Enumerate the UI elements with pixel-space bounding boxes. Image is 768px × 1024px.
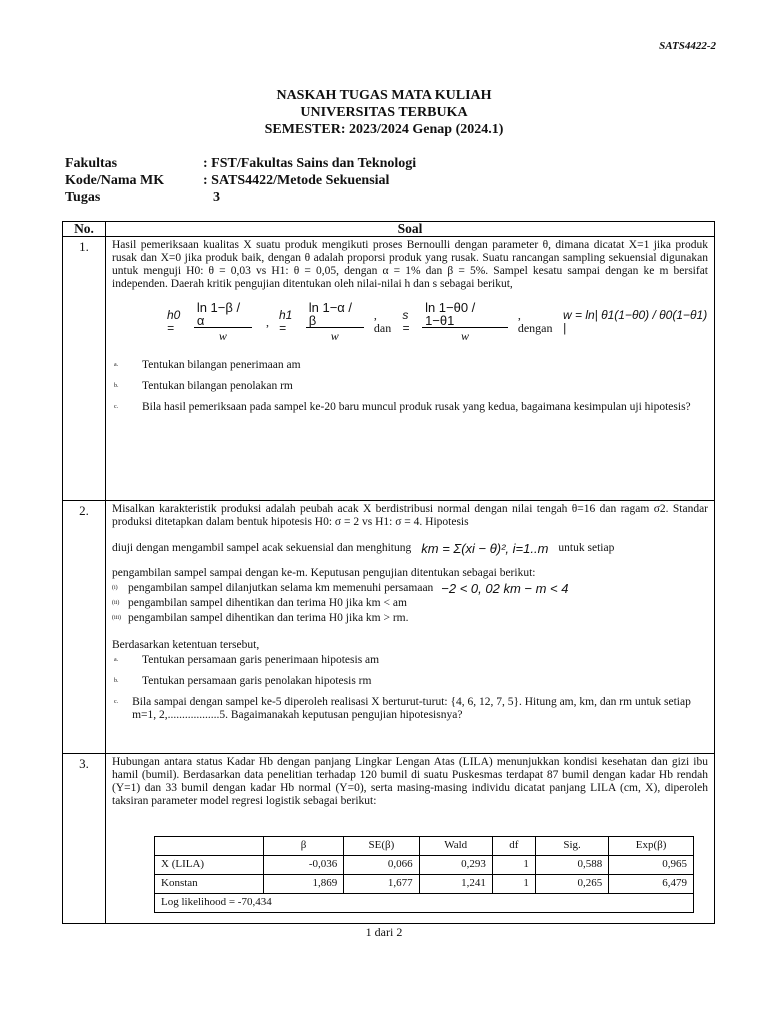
item-letter: a. bbox=[114, 657, 119, 663]
question-content bbox=[106, 754, 715, 924]
question-row-3 bbox=[63, 754, 715, 924]
rule-text: pengambilan sampel dilanjutkan selama km memenuhi persamaan bbox=[128, 582, 434, 594]
item-text: Tentukan bilangan penerimaan am bbox=[142, 359, 301, 371]
rule-text: pengambilan sampel dihentikan dan terima H0 jika km < am bbox=[128, 597, 407, 609]
item-letter: c. bbox=[114, 699, 119, 705]
table-cell: Konstan bbox=[155, 875, 264, 894]
log-likelihood: Log likelihood = -70,434 bbox=[155, 894, 694, 913]
regression-header: df bbox=[492, 837, 535, 856]
s-fraction bbox=[422, 301, 508, 343]
question-item bbox=[112, 380, 708, 393]
question-item bbox=[112, 696, 708, 722]
question-item bbox=[112, 401, 708, 414]
questions-table bbox=[62, 221, 715, 924]
table-cell: 1,241 bbox=[419, 875, 492, 894]
item-letter: a. bbox=[114, 362, 119, 368]
question-item bbox=[112, 654, 708, 667]
decision-rules bbox=[112, 582, 708, 625]
question-text: Hasil pemeriksaan kualitas X suatu produk mengikuti proses Bernoulli dengan parameter θ, dimana dicatat X=1 jika produk rusak dan X=0 jika produk baik, dengan θ adalah proporsi produk yang rusak. Suatu rancangan sampling sekuensial digunakan untuk menguji H0: θ = 0,03 vs H1: θ = 0,05, dengan α = 1% dan β = 5%. Sampel kesatu sampai dengan ke m bersifat independen. Daerah kritik pengujian ditentukan oleh nilai-nilai h dan s sebagai berikut, bbox=[112, 239, 708, 290]
meta-value: 3 bbox=[213, 190, 220, 205]
km-line bbox=[112, 529, 708, 567]
item-letter: c. bbox=[114, 404, 119, 410]
header-title: NASKAH TUGAS MATA KULIAH bbox=[276, 88, 492, 103]
table-row bbox=[155, 856, 694, 875]
item-text: Tentukan persamaan garis penerimaan hipotesis am bbox=[142, 654, 380, 666]
table-cell: 1 bbox=[492, 875, 535, 894]
question-number: 3. bbox=[63, 754, 106, 924]
course-meta bbox=[65, 155, 416, 206]
meta-row-task bbox=[65, 189, 416, 206]
table-cell: 0,066 bbox=[344, 856, 419, 875]
regression-header: Wald bbox=[419, 837, 492, 856]
question-item bbox=[112, 359, 708, 372]
decision-rule bbox=[112, 612, 708, 625]
table-footer-row bbox=[155, 894, 694, 913]
item-text: Bila hasil pemeriksaan pada sampel ke-20 baru muncul produk rusak yang kedua, bagaimana kesimpulan uji hipotesis? bbox=[142, 401, 691, 413]
regression-header: β bbox=[263, 837, 343, 856]
regression-header bbox=[155, 837, 264, 856]
km-formula: km = Σ(xi − θ)², i=1..m bbox=[421, 540, 549, 556]
question-row-1 bbox=[63, 237, 715, 501]
s-lhs: s = bbox=[402, 308, 410, 335]
table-cell: 6,479 bbox=[609, 875, 694, 894]
item-text: Tentukan bilangan penolakan rm bbox=[142, 380, 293, 392]
table-cell: -0,036 bbox=[263, 856, 343, 875]
meta-row-faculty bbox=[65, 155, 416, 172]
rule-letter: (iii) bbox=[112, 615, 121, 621]
critical-region-formulas: h0 = $\frac{\ln 1-\beta / \alpha}{w}$ , h1 = $\frac{\ln 1-\alpha / \beta}{w}$ , dan s = $\frac{\ln 1-\theta 0 / 1-\theta 1}{w}$ , dengan w = ln| θ1(1−θ0) / θ0(1−θ1) | bbox=[167, 300, 708, 343]
h0-denominator: w bbox=[218, 329, 227, 343]
header-no: No. bbox=[63, 222, 106, 237]
header-soal: Soal bbox=[106, 222, 715, 237]
table-cell: 0,588 bbox=[535, 856, 608, 875]
table-cell: 1,677 bbox=[344, 875, 419, 894]
question-number: 1. bbox=[63, 237, 106, 501]
table-cell: 1,869 bbox=[263, 875, 343, 894]
meta-value: : FST/Fakultas Sains dan Teknologi bbox=[203, 156, 417, 171]
question-row-2 bbox=[63, 501, 715, 754]
question-text: Misalkan karakteristik produksi adalah peubah acak X berdistribusi normal dengan nilai tengah θ=16 dan ragam σ2. Standar produksi ditetapkan dalam bentuk hipotesis H0: σ = 2 vs H1: σ = 4. Hipotesis bbox=[112, 503, 708, 528]
table-cell: 0,965 bbox=[609, 856, 694, 875]
item-text: Bila sampai dengan sampel ke-5 diperoleh realisasi X berturut-turut: {4, 6, 12, 7, 5}. Hitung am, km, dan rm untuk setiap m=1, 2,..................5. Bagaimanakah keputusan pengujian hipotesisnya? bbox=[132, 696, 691, 721]
question-item bbox=[112, 675, 708, 688]
table-cell: X (LILA) bbox=[155, 856, 264, 875]
question-content bbox=[106, 501, 715, 754]
meta-key: Tugas bbox=[65, 190, 101, 205]
h1-fraction bbox=[306, 301, 364, 343]
item-letter: b. bbox=[114, 383, 119, 389]
meta-value: : SATS4422/Metode Sekuensial bbox=[203, 173, 390, 188]
table-cell: 1 bbox=[492, 856, 535, 875]
regression-header: Exp(β) bbox=[609, 837, 694, 856]
item-text: Tentukan persamaan garis penolakan hipotesis rm bbox=[142, 675, 372, 687]
question-text: Hubungan antara status Kadar Hb dengan panjang Lingkar Lengan Atas (LILA) menunjukkan kondisi kesehatan dan gizi ibu hamil (bumil). Berdasarkan data penelitian terhadap 120 bumil di suatu Puskesmas terdapat 87 bumil dengan kadar Hb rendah (Y=1) dan 33 bumil dengan kadar Hb normal (Y=0), serta masing-masing individu dicatat panjang LILA (cm, X), diperoleh taksiran parameter model regresi logistik sebagai berikut: bbox=[112, 756, 708, 807]
regression-header-row bbox=[155, 837, 694, 856]
h0-fraction bbox=[194, 301, 252, 343]
regression-header: SE(β) bbox=[344, 837, 419, 856]
item-letter: b. bbox=[114, 678, 119, 684]
question-text: pengambilan sampel sampai dengan ke-m. Keputusan pengujian ditentukan sebagai berikut: bbox=[112, 567, 536, 579]
w-formula: w = ln| θ1(1−θ0) / θ0(1−θ1) | bbox=[562, 308, 708, 335]
h0-numerator: ln 1−β / α bbox=[194, 301, 252, 328]
decision-rule bbox=[112, 582, 708, 595]
header-semester: SEMESTER: 2023/2024 Genap (2024.1) bbox=[264, 122, 504, 137]
rule-text: pengambilan sampel dihentikan dan terima H0 jika km > rm. bbox=[128, 612, 409, 624]
rule-letter: (i) bbox=[112, 585, 118, 591]
h1-denominator: w bbox=[330, 329, 339, 343]
and-text: , dan bbox=[373, 308, 392, 335]
table-row bbox=[155, 875, 694, 894]
document-code: SATS4422-2 bbox=[659, 40, 716, 52]
meta-key: Kode/Nama MK bbox=[65, 173, 165, 188]
question-items bbox=[112, 654, 708, 722]
rule-formula: −2 < 0, 02 km − m < 4 bbox=[441, 581, 569, 596]
header-university: UNIVERSITAS TERBUKA bbox=[300, 105, 468, 120]
rule-letter: (ii) bbox=[112, 600, 120, 606]
regression-header: Sig. bbox=[535, 837, 608, 856]
meta-row-course bbox=[65, 172, 416, 189]
s-denominator: w bbox=[460, 329, 469, 343]
km-intro: diuji dengan mengambil sampel acak sekuensial dan menghitung bbox=[112, 541, 412, 554]
meta-key: Fakultas bbox=[65, 156, 118, 171]
page-number: 1 dari 2 bbox=[365, 925, 403, 939]
with-text: , dengan bbox=[517, 308, 553, 335]
h1-numerator: ln 1−α / β bbox=[306, 301, 364, 328]
document-header bbox=[0, 87, 768, 138]
decision-rule bbox=[112, 597, 708, 610]
s-numerator: ln 1−θ0 / 1−θ1 bbox=[422, 301, 508, 328]
table-cell: 0,293 bbox=[419, 856, 492, 875]
question-items bbox=[112, 359, 708, 414]
question-number: 2. bbox=[63, 501, 106, 754]
question-content bbox=[106, 237, 715, 501]
h1-lhs: h1 = bbox=[278, 308, 293, 335]
table-cell: 0,265 bbox=[535, 875, 608, 894]
regression-table bbox=[154, 836, 694, 913]
km-after: untuk setiap bbox=[558, 541, 615, 554]
h0-lhs: h0 = bbox=[167, 308, 181, 335]
items-intro: Berdasarkan ketentuan tersebut, bbox=[112, 639, 260, 651]
